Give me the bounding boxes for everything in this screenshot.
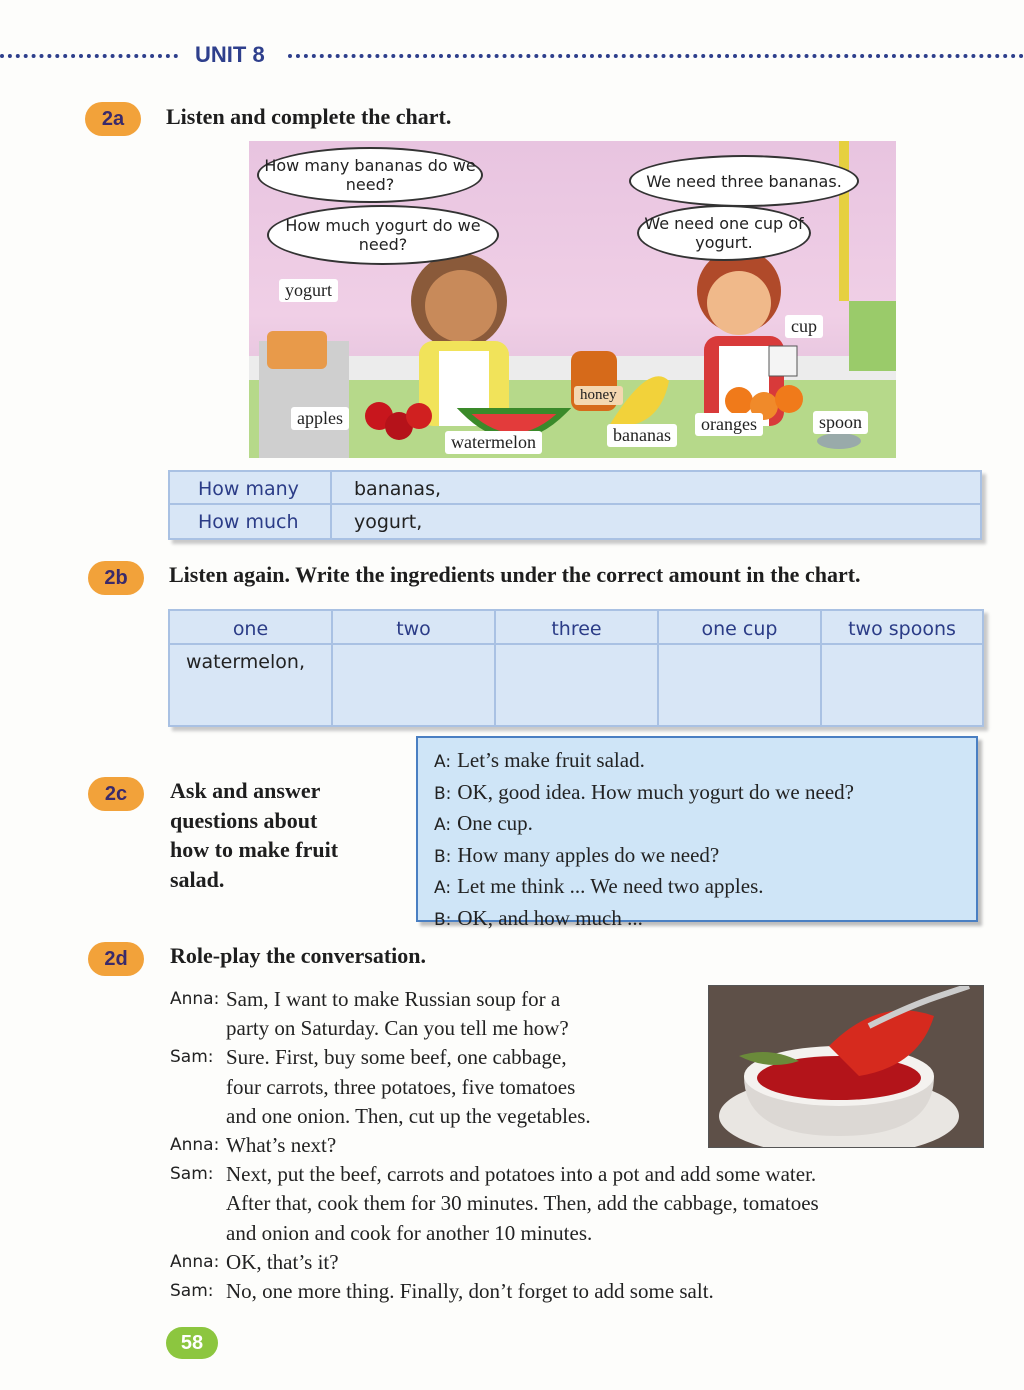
conversation-line bbox=[170, 1189, 970, 1218]
dialogue-box-2c bbox=[416, 736, 978, 930]
speaker: B: bbox=[434, 909, 452, 930]
conversation-line bbox=[170, 1102, 970, 1131]
chart-2a-value: yogurt, bbox=[354, 511, 423, 533]
conversation-text: four carrots, three potatoes, five tomatoes bbox=[226, 1074, 576, 1099]
conversation-2d bbox=[170, 985, 970, 1306]
chart-2a-head: How much bbox=[170, 505, 332, 538]
speaker: Anna: bbox=[170, 1251, 220, 1272]
speaker: B: bbox=[434, 846, 452, 867]
speaker: Anna: bbox=[170, 989, 220, 1009]
speaker: Anna: bbox=[170, 1135, 220, 1156]
dialogue-line bbox=[434, 746, 976, 778]
chart-2b bbox=[168, 609, 984, 727]
conversation-line bbox=[170, 1248, 970, 1277]
instruction-2c bbox=[170, 776, 338, 894]
conversation-line bbox=[170, 1014, 970, 1043]
dialogue-text: How many apples do we need? bbox=[457, 842, 720, 867]
chart-2b-col-head: two spoons bbox=[822, 611, 982, 645]
label-spoon: spoon bbox=[813, 411, 868, 434]
conversation-line bbox=[170, 1043, 970, 1072]
conversation-text: Sure. First, buy some beef, one cabbage, bbox=[226, 1045, 567, 1070]
conversation-text: and onion and cook for another 10 minutes. bbox=[226, 1220, 593, 1245]
conversation-text: party on Saturday. Can you tell me how? bbox=[226, 1016, 569, 1041]
chart-2a-row bbox=[170, 472, 980, 505]
conversation-line bbox=[170, 1277, 970, 1306]
label-watermelon: watermelon bbox=[445, 431, 542, 454]
label-apples: apples bbox=[291, 407, 349, 430]
badge-2c: 2c bbox=[88, 777, 144, 811]
label-oranges: oranges bbox=[695, 413, 763, 436]
chart-2a bbox=[168, 470, 982, 540]
chart-2b-cell[interactable]: watermelon, bbox=[170, 645, 333, 725]
dialogue-line bbox=[434, 778, 976, 810]
unit-title: UNIT 8 bbox=[195, 42, 265, 67]
bubble-how-much-yogurt: How much yogurt do we need? bbox=[267, 205, 499, 265]
label-cup: cup bbox=[785, 315, 823, 338]
conversation-text: What’s next? bbox=[226, 1133, 337, 1158]
instruction-2c-line: Ask and answer bbox=[170, 778, 321, 803]
conversation-line bbox=[170, 1160, 970, 1189]
speaker: Sam: bbox=[170, 1164, 214, 1185]
conversation-text: Next, put the beef, carrots and potatoes into a pot and add some water. bbox=[226, 1162, 817, 1187]
speaker: A: bbox=[434, 878, 452, 898]
chart-2a-row bbox=[170, 505, 980, 538]
instruction-2a: Listen and complete the chart. bbox=[166, 104, 452, 129]
speaker: A: bbox=[434, 815, 452, 835]
conversation-text: Sam, I want to make Russian soup for a bbox=[226, 987, 561, 1011]
instruction-2c-line: salad. bbox=[170, 866, 225, 892]
badge-2d: 2d bbox=[88, 942, 144, 976]
chart-2b-cell[interactable] bbox=[659, 645, 822, 725]
chart-2a-value: bananas, bbox=[332, 472, 980, 505]
header-dots-left bbox=[0, 54, 178, 58]
chart-2b-cell[interactable] bbox=[822, 645, 982, 725]
conversation-text: OK, that’s it? bbox=[226, 1249, 339, 1274]
conversation-line bbox=[170, 1131, 970, 1160]
chart-2b-col-head: one cup bbox=[659, 611, 822, 645]
kitchen-illustration bbox=[249, 141, 896, 458]
dialogue-text: OK, and how much ... bbox=[457, 905, 643, 930]
speaker: Sam: bbox=[170, 1281, 214, 1302]
label-honey: honey bbox=[574, 386, 623, 405]
dialogue-line bbox=[434, 809, 976, 841]
chart-2b-cell[interactable] bbox=[333, 645, 496, 725]
conversation-line bbox=[170, 985, 970, 1014]
conversation-line bbox=[170, 1073, 970, 1102]
badge-2a: 2a bbox=[85, 102, 141, 136]
chart-2b-col-head: two bbox=[333, 611, 496, 645]
dialogue-line bbox=[434, 841, 976, 873]
bubble-one-cup-yogurt: We need one cup of yogurt. bbox=[637, 205, 811, 261]
dialogue-text: Let’s make fruit salad. bbox=[457, 748, 645, 772]
chart-2b-answer-row bbox=[170, 645, 982, 725]
dialogue-text: One cup. bbox=[457, 811, 533, 835]
conversation-text: No, one more thing. Finally, don’t forget to add some salt. bbox=[226, 1279, 714, 1304]
chart-2b-cell[interactable] bbox=[496, 645, 659, 725]
instruction-2c-line: how to make fruit bbox=[170, 837, 339, 862]
conversation-text: After that, cook them for 30 minutes. Then, add the cabbage, tomatoes bbox=[226, 1191, 819, 1216]
page-number: 58 bbox=[166, 1327, 218, 1359]
chart-2b-col-head: one bbox=[170, 611, 333, 645]
dialogue-line bbox=[434, 872, 976, 904]
dialogue-text: OK, good idea. How much yogurt do we need? bbox=[457, 779, 854, 804]
dialogue-text: Let me think ... We need two apples. bbox=[457, 874, 764, 898]
bubble-how-many-bananas: How many bananas do we need? bbox=[257, 147, 483, 203]
chart-2b-header-row bbox=[170, 611, 982, 645]
speaker: A: bbox=[434, 752, 452, 772]
badge-2b: 2b bbox=[88, 561, 144, 595]
instruction-2c-line: questions about bbox=[170, 807, 318, 833]
label-yogurt: yogurt bbox=[279, 279, 338, 302]
chart-2a-head: How many bbox=[170, 472, 332, 505]
bubble-three-bananas: We need three bananas. bbox=[629, 155, 859, 207]
dialogue-line bbox=[434, 904, 976, 936]
conversation-text: and one onion. Then, cut up the vegetables. bbox=[226, 1103, 591, 1128]
instruction-2b: Listen again. Write the ingredients under the correct amount in the chart. bbox=[169, 562, 861, 587]
label-bananas: bananas bbox=[607, 424, 677, 447]
speaker: Sam: bbox=[170, 1047, 214, 1068]
speaker: B: bbox=[434, 783, 452, 804]
conversation-line bbox=[170, 1219, 970, 1248]
chart-2b-col-head: three bbox=[496, 611, 659, 645]
instruction-2d: Role-play the conversation. bbox=[170, 943, 427, 968]
header-dots-right bbox=[288, 54, 1024, 58]
